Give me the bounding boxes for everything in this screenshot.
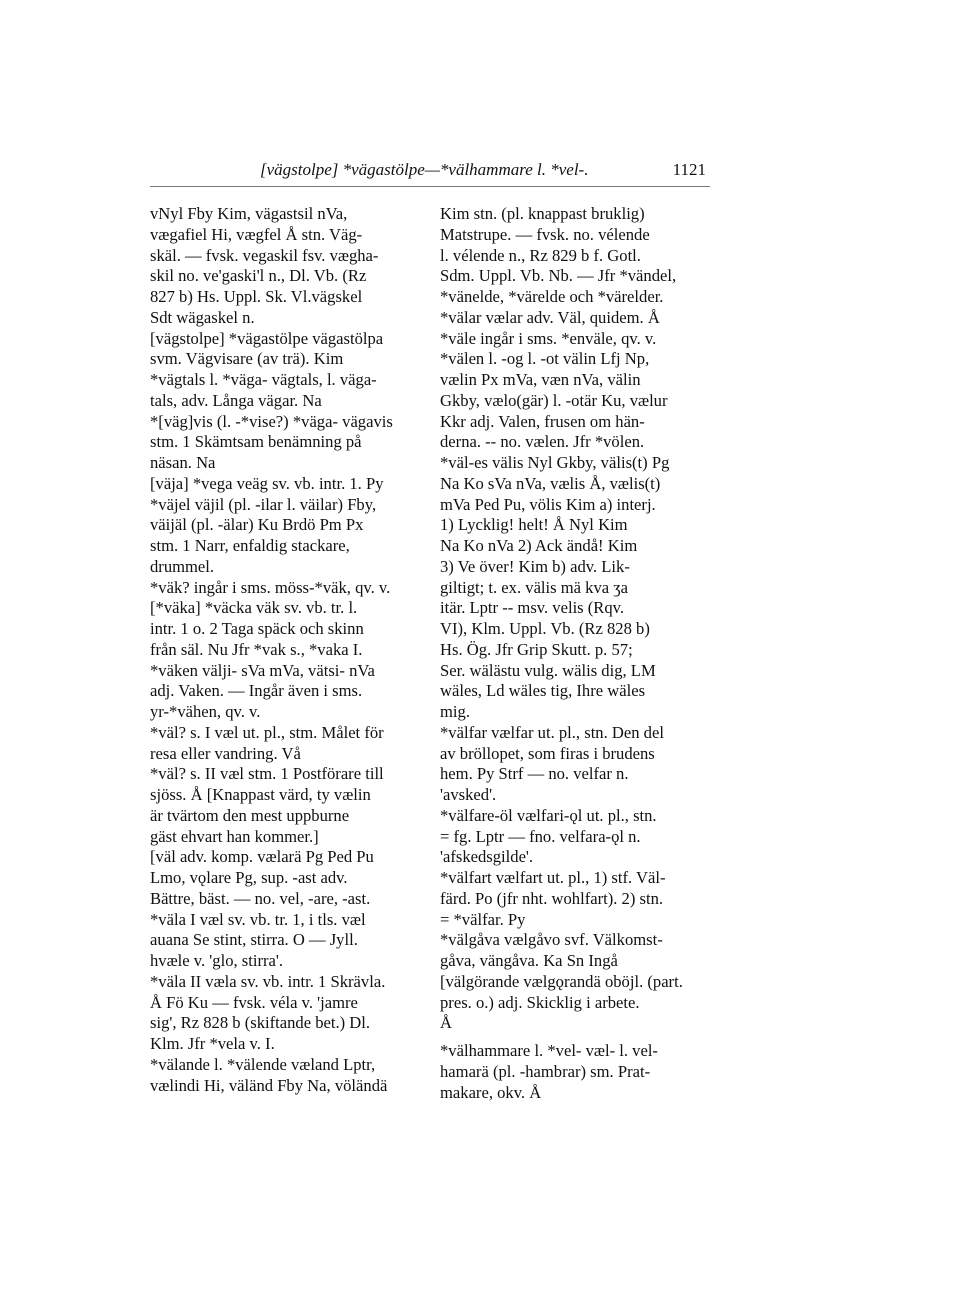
text-line: 3) Ve över! Kim b) adv. Lik- — [440, 556, 630, 576]
text-line: av bröllopet, som firas i brudens — [440, 743, 655, 763]
text-line: *väl-es välis Nyl Gkby, välis(t) Pg — [440, 453, 670, 472]
text-line: *väjel väjil (pl. -ilar l. väilar) Fby, — [150, 494, 377, 514]
text-line: *väken välji- sVa mVa, vätsi- nVa — [150, 660, 375, 680]
text-line: skäl. — fvsk. vegaskil fsv. vægha- — [150, 245, 379, 265]
text-line: näsan. Na — [150, 453, 216, 472]
text-line: makare, okv. Å — [440, 1082, 542, 1102]
text-line: adj. Vaken. — Ingår även i sms. — [150, 681, 363, 701]
text-line: *väl? s. I væl ut. pl., stm. Målet för — [150, 722, 384, 742]
text-line: vælindi Hi, väländ Fby Na, völändä — [150, 1075, 388, 1095]
text-line: pres. o.) adj. Skicklig i arbete. — [440, 992, 640, 1012]
text-line: är tvärtom den mest uppburne — [150, 805, 350, 825]
text-line: mig. — [440, 702, 470, 721]
text-line: *väla II væla sv. vb. intr. 1 Skrävla. — [150, 971, 386, 991]
text-line: = *välfar. Py — [440, 909, 526, 929]
text-line: skil no. ve'gaski'l n., Dl. Vb. (Rz — [150, 266, 367, 286]
text-line: wäles, Ld wäles tig, Ihre wäles — [440, 681, 646, 701]
text-line: 'afskedsgilde'. — [440, 847, 534, 867]
text-line: *välfar vælfar ut. pl., stn. Den del — [440, 722, 664, 742]
text-line: yr-*vähen, qv. v. — [150, 702, 261, 721]
text-line: Klm. Jfr *vela v. I. — [150, 1034, 275, 1053]
text-line: tals, adv. Långa vägar. Na — [150, 390, 322, 410]
text-line: Hs. Ög. Jfr Grip Skutt. p. 57; — [440, 639, 633, 659]
text-line: itär. Lptr -- msv. velis (Rqv. — [440, 598, 625, 618]
text-line: *väle ingår i sms. *enväle, qv. v. — [440, 328, 657, 348]
text-line: *vägtals l. *väga- vägtals, l. väga- — [150, 370, 377, 389]
text-line: drummel. — [150, 556, 215, 576]
text-line: Na Ko nVa 2) Ack ändå! Kim — [440, 536, 638, 555]
text-line: 'avsked'. — [440, 785, 497, 804]
text-line: vNyl Fby Kim, vägastsil nVa, — [150, 204, 348, 223]
text-line: stm. 1 Skämtsam benämning på — [150, 432, 362, 452]
text-line: intr. 1 o. 2 Taga späck och skinn — [150, 619, 364, 638]
text-line: derna. -- no. vælen. Jfr *völen. — [440, 432, 645, 452]
text-line: [*väka] *väcka väk sv. vb. tr. l. — [150, 598, 358, 618]
text-line: hamarä (pl. -hambrar) sm. Prat- — [440, 1061, 651, 1081]
text-line: Na Ko sVa nVa, vælis Å, vælis(t) — [440, 473, 661, 493]
header-rule — [150, 186, 710, 187]
text-line: vælin Px mVa, væn nVa, välin — [440, 370, 641, 389]
text-line: 1) Lycklig! helt! Å Nyl Kim — [440, 515, 628, 535]
text-line: *välar vælar adv. Väl, quidem. Å — [440, 307, 660, 327]
text-line: *välhammare l. *vel- væl- l. vel- — [440, 1041, 658, 1060]
header-title: [vägstolpe] *vägastölpe—*välhammare l. *vel-. — [260, 160, 589, 179]
text-line: hvæle v. 'glo, stirra'. — [150, 951, 284, 970]
text-line: *vänelde, *värelde och *värelder. — [440, 287, 664, 306]
text-line: *väk? ingår i sms. möss-*väk, qv. v. — [150, 577, 391, 597]
text-line: Å Fö Ku — fvsk. véla v. 'jamre — [150, 992, 358, 1012]
text-line: sig', Rz 828 b (skiftande bet.) Dl. — [150, 1013, 371, 1033]
text-line: *välen l. -og l. -ot välin Lfj Np, — [440, 349, 650, 369]
text-line: svm. Vägvisare (av trä). Kim — [150, 349, 344, 369]
text-line: *[väg]vis (l. -*vise?) *väga- vägavis — [150, 411, 393, 431]
text-line: auana Se stint, stirra. O — Jyll. — [150, 930, 358, 950]
text-line: hem. Py Strf — no. velfar n. — [440, 764, 629, 784]
text-line: vægafiel Hi, vægfel Å stn. Väg- — [150, 224, 363, 244]
text-line: = fg. Lptr — fno. velfara-ǫl n. — [440, 826, 641, 846]
text-line: resa eller vandring. Vå — [150, 743, 301, 763]
text-line: Kkr adj. Valen, frusen om hän- — [440, 411, 645, 431]
text-line: [vägstolpe] *vägastölpe vägastölpa — [150, 328, 384, 348]
text-line: sjöss. Å [Knappast värd, ty vælin — [150, 785, 371, 804]
text-line: Bättre, bäst. — no. vel, -are, -ast. — [150, 888, 371, 908]
text-line: Matstrupe. — fvsk. no. vélende — [440, 224, 650, 244]
page-number: 1121 — [672, 160, 706, 179]
text-line: Å — [440, 1013, 452, 1033]
text-line: [välgörande vælgǫrandä oböjl. (part. — [440, 971, 683, 991]
text-line: från säl. Nu Jfr *vak s., *vaka I. — [150, 639, 363, 659]
text-line: VI), Klm. Uppl. Vb. (Rz 828 b) — [440, 619, 650, 638]
text-line: mVa Ped Pu, völis Kim a) interj. — [440, 494, 656, 514]
text-line: Lmo, vǫlare Pg, sup. -ast adv. — [150, 868, 348, 887]
text-line: giltigt; t. ex. välis mä kva ʒa — [440, 577, 629, 597]
text-line: Gkby, vælo(gär) l. -otär Ku, vælur — [440, 390, 668, 410]
text-line: *väla I væl sv. vb. tr. 1, i tls. væl — [150, 909, 366, 929]
text-line: [väl adv. komp. vælarä Pg Ped Pu — [150, 847, 374, 867]
text-line: *välfart vælfart ut. pl., 1) stf. Väl- — [440, 868, 666, 887]
text-line: *välgåva vælgåvo svf. Välkomst- — [440, 930, 663, 950]
text-line: *väl? s. II væl stm. 1 Postförare till — [150, 764, 384, 784]
text-line: gäst ehvart han kommer.] — [150, 826, 319, 846]
left-column — [150, 204, 440, 1096]
text-line: färd. Po (jfr nht. wohlfart). 2) stn. — [440, 888, 664, 908]
text-line: väijäl (pl. -älar) Ku Brdö Pm Px — [150, 515, 364, 535]
running-header — [150, 160, 710, 188]
text-line: stm. 1 Narr, enfaldig stackare, — [150, 536, 350, 555]
text-line: *välande l. *välende væland Lptr, — [150, 1054, 376, 1074]
text-line: Kim stn. (pl. knappast bruklig) — [440, 204, 645, 223]
text-line: Sdt wägaskel n. — [150, 307, 255, 327]
text-line: Sdm. Uppl. Vb. Nb. — Jfr *vändel, — [440, 266, 677, 286]
text-line: gåva, vängåva. Ka Sn Ingå — [440, 951, 618, 970]
text-line: *välfare-öl vælfari-ǫl ut. pl., stn. — [440, 805, 657, 825]
text-line: l. vélende n., Rz 829 b f. Gotl. — [440, 245, 641, 265]
text-line: 827 b) Hs. Uppl. Sk. Vl.vägskel — [150, 287, 363, 306]
right-column — [440, 204, 720, 1103]
text-line: [väja] *vega veäg sv. vb. intr. 1. Py — [150, 473, 384, 493]
text-line: Ser. wälästu vulg. wälis dig, LM — [440, 660, 656, 680]
